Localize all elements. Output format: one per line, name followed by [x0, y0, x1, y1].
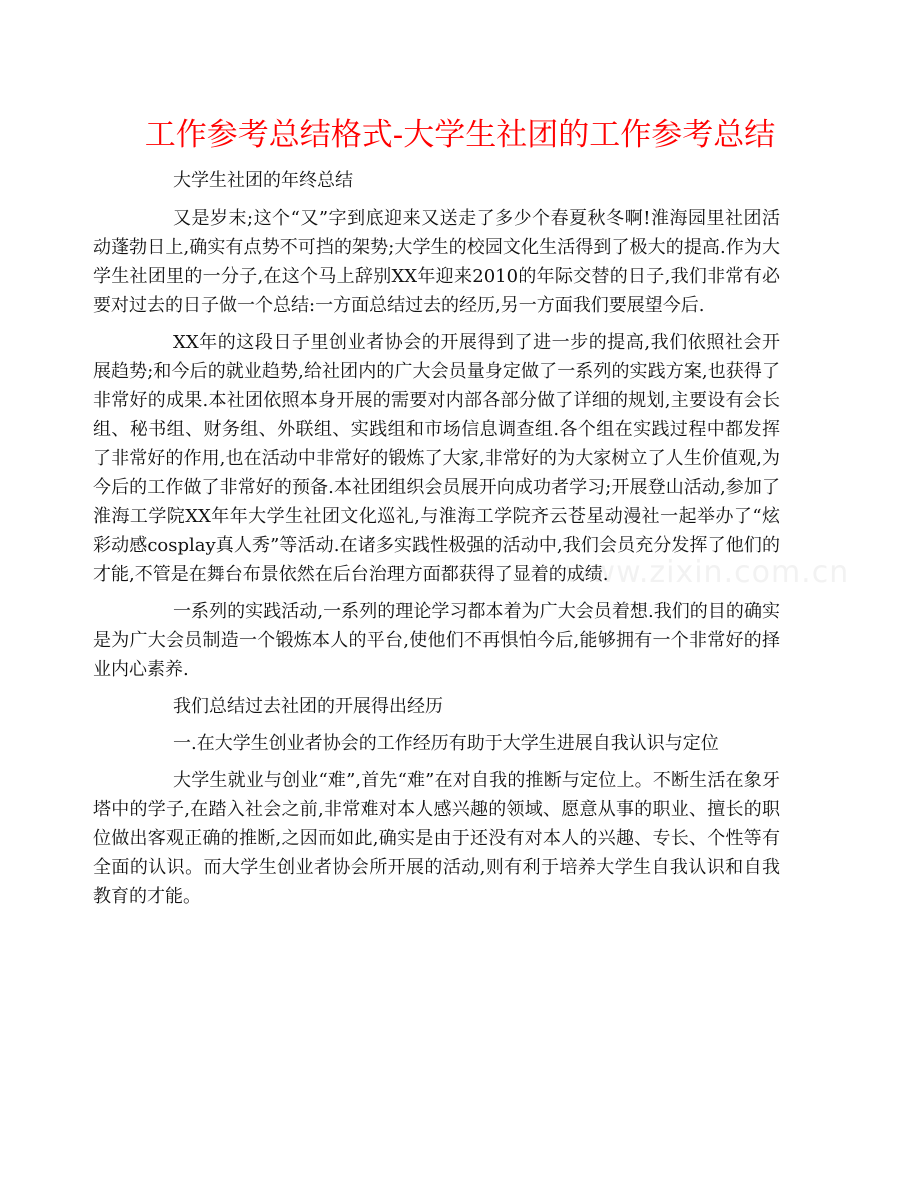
- body-paragraph: 一系列的实践活动,一系列的理论学习都本着为广大会员着想.我们的目的确实是为广大会员制造一个锻炼本人的平台,使他们不再惧怕今后,能够拥有一个非常好的择业内心素养.: [93, 601, 780, 680]
- body-paragraph: XX年的这段日子里创业者协会的开展得到了进一步的提高,我们依照社会开展趋势;和今后的就业趋势,给社团内的广大会员量身定做了一系列的实践方案,也获得了非常好的成果.本社团依照本身开展的需要对内部各部分做了详细的规划,主要设有会长组、秘书组、财务组、外联组、实践组和市场信息调查组.各个组在实践过程中都发挥了非常好的作用,也在活动中非常好的锻炼了大家,非常好的为大家树立了人生价值观,为今后的工作做了非常好的预备.本社团组织会员展开向成功者学习;开展登山活动,参加了淮海工学院XX年年大学生社团文化巡礼,与淮海工学院齐云苍星动漫社一起举办了“炫彩动感cosplay真人秀”等活动.在诸多实践性极强的活动中,我们会员充分发挥了他们的才能,不管是在舞台布景依然在后台治理方面都获得了显着的成绩.: [93, 332, 780, 585]
- section-heading: 大学生社团的年终总结: [173, 170, 353, 191]
- body-paragraph: 又是岁末;这个“又”字到底迎来又送走了多少个春夏秋冬啊!淮海园里社团活动蓬勃日上,确实有点势不可挡的架势;大学生的校园文化生活得到了极大的提高.作为大学生社团里的一分子,在这个马上辞别XX年迎来2010的年际交替的日子,我们非常有必要对过去的日子做一个总结:一方面总结过去的经历,另一方面我们要展望今后.: [93, 208, 780, 316]
- section-heading: 我们总结过去社团的开展得出经历: [173, 696, 443, 717]
- watermark: www.zixin.com.cn: [565, 555, 850, 590]
- document-body: [93, 166, 780, 911]
- body-paragraph: 大学生就业与创业“难”,首先“难”在对自我的推断与定位上。不断生活在象牙塔中的学子,在踏入社会之前,非常难对本人感兴趣的领域、愿意从事的职业、擅长的职位做出客观正确的推断,之因而如此,确实是由于还没有对本人的兴趣、专长、个性等有全面的认识。而大学生创业者协会所开展的活动,则有利于培养大学生自我认识和自我教育的才能。: [93, 770, 780, 907]
- section-heading: 一.在大学生创业者协会的工作经历有助于大学生进展自我认识与定位: [173, 733, 719, 754]
- document-title: 工作参考总结格式-大学生社团的工作参考总结: [144, 117, 776, 153]
